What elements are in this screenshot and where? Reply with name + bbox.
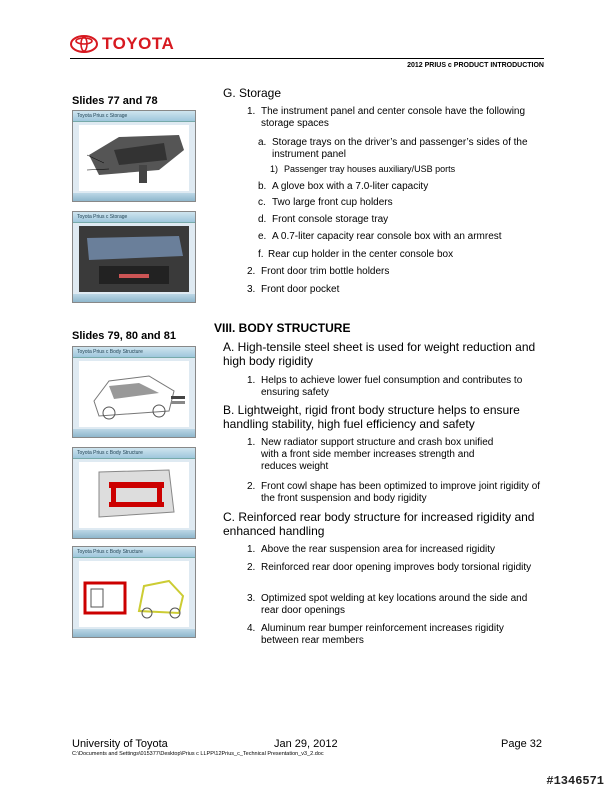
slide-title: Toyota Prius c Storage <box>73 111 195 122</box>
slide-thumbnail <box>72 211 196 303</box>
item-number: 1. <box>247 544 256 555</box>
body-point-b: B. Lightweight, rigid front body structure helps to ensure handling stability, high fuel efficiency and safety <box>223 403 520 431</box>
slide-image <box>79 462 189 528</box>
footer-organization: University of Toyota <box>72 738 168 750</box>
storage-num: a. <box>258 137 267 148</box>
slide-thumbnail <box>72 447 196 539</box>
slides-label-77-78: Slides 77 and 78 <box>72 95 158 107</box>
body-point-c2: Reinforced rear door opening improves body torsional rigidity <box>261 562 532 573</box>
storage-heading: G. Storage <box>223 86 282 100</box>
body-point-a: A. High-tensile steel sheet is used for weight reduction and high body rigidity <box>223 340 536 368</box>
slide-image <box>79 226 189 292</box>
header-rule <box>70 58 544 59</box>
slides-label-79-81: Slides 79, 80 and 81 <box>72 330 176 342</box>
item-number: 1. <box>247 375 256 386</box>
item-number: 2. <box>247 562 256 573</box>
footer-date: Jan 29, 2012 <box>274 738 338 750</box>
storage-num: 3. <box>247 284 256 295</box>
slide-image <box>79 125 189 191</box>
body-point-c: C. Reinforced rear body structure for increased rigidity and enhanced handling <box>223 510 535 538</box>
doc-title: 2012 PRIUS c PRODUCT INTRODUCTION <box>407 62 544 69</box>
toyota-logo <box>70 34 174 54</box>
body-structure-heading: VIII. BODY STRUCTURE <box>214 321 351 335</box>
storage-text: Rear cup holder in the center console box <box>268 249 454 260</box>
storage-text: Front door pocket <box>261 284 340 295</box>
storage-text: Front door trim bottle holders <box>261 266 390 277</box>
item-number: 1. <box>247 437 256 448</box>
storage-text: Passenger tray houses auxiliary/USB ports <box>284 164 456 174</box>
storage-num: e. <box>258 231 267 242</box>
body-point-a1: Helps to achieve lower fuel consumption and contributes to ensuring safety <box>261 375 523 398</box>
storage-num: 1. <box>247 106 256 117</box>
slide-title: Toyota Prius c Storage <box>73 212 195 223</box>
item-number: 3. <box>247 593 256 604</box>
footer-page: Page 32 <box>501 738 542 750</box>
slide-thumbnail <box>72 546 196 638</box>
slide-thumbnail <box>72 346 196 438</box>
body-point-c4: Aluminum rear bumper reinforcement increases rigidity between rear members <box>261 623 504 646</box>
storage-text: Front console storage tray <box>272 214 389 225</box>
storage-num: b. <box>258 181 267 192</box>
storage-num: f. <box>258 249 264 260</box>
slide-title: Toyota Prius c Body Structure <box>73 448 195 459</box>
storage-num: 1) <box>270 164 279 174</box>
slide-image <box>79 561 189 627</box>
body-point-b2: Front cowl shape has been optimized to improve joint rigidity of the front suspension and body rigidity <box>261 481 541 504</box>
brand-name: TOYOTA <box>102 34 175 53</box>
body-point-c3: Optimized spot welding at key locations around the side and rear door openings <box>261 593 528 616</box>
storage-text: Two large front cup holders <box>272 197 393 208</box>
toyota-emblem-icon <box>70 35 98 53</box>
slide-title: Toyota Prius c Body Structure <box>73 547 195 558</box>
watermark-stamp: #1346571 <box>546 774 604 788</box>
footer-file-path: C:\Documents and Settings\015377\Desktop\Prius c LLPP\12Prius_c_Technical Presentation_v3_2.doc <box>72 751 324 757</box>
storage-num: d. <box>258 214 267 225</box>
slide-image <box>79 361 189 427</box>
item-number: 4. <box>247 623 256 634</box>
storage-text: Storage trays on the driver’s and passenger’s sides of the instrument panel <box>272 137 528 160</box>
storage-text: A glove box with a 7.0-liter capacity <box>272 181 429 192</box>
storage-num: 2. <box>247 266 256 277</box>
slide-title: Toyota Prius c Body Structure <box>73 347 195 358</box>
storage-num: c. <box>258 197 266 208</box>
slide-thumbnail <box>72 110 196 202</box>
item-number: 2. <box>247 481 256 492</box>
body-point-b1: New radiator support structure and crash box unified with a front side member increases strength and reduces weight <box>261 437 494 472</box>
storage-text: A 0.7-liter capacity rear console box with an armrest <box>272 231 502 242</box>
body-point-c1: Above the rear suspension area for increased rigidity <box>261 544 496 555</box>
storage-text: The instrument panel and center console have the following storage spaces <box>261 106 526 129</box>
